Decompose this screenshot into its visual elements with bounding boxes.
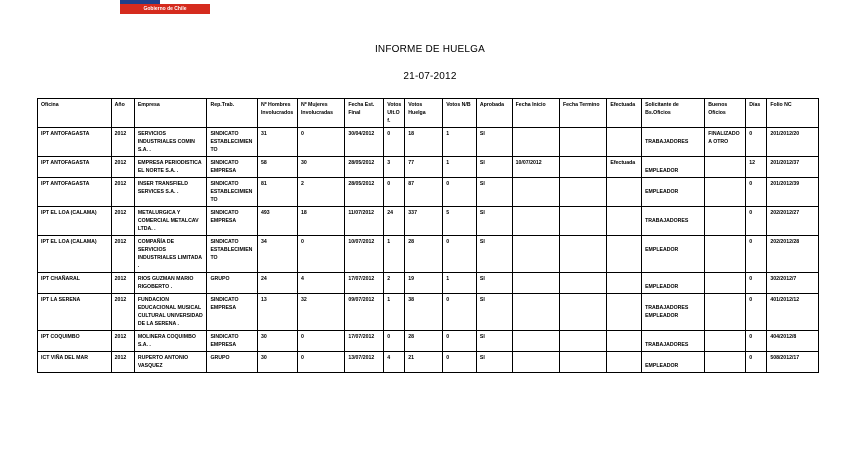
solicitante-value: EMPLEADOR [645,189,679,195]
table-cell [642,352,705,373]
table-cell [512,352,559,373]
table-cell: SINDICATO EMPRESA [207,294,258,331]
table-cell: 0 [746,352,767,373]
column-header: Folio NC [767,99,819,128]
table-cell [560,157,607,178]
table-cell: 17/07/2012 [345,273,384,294]
table-cell: 10/07/2012 [512,157,559,178]
table-cell: 30 [297,157,344,178]
logo-text: Gobierno de Chile [120,4,210,14]
table-row [38,273,819,294]
table-cell [642,294,705,331]
table-row [38,352,819,373]
table-cell: 1 [384,236,405,273]
table-cell: SINDICATO ESTABLECIMIENTO [207,236,258,273]
table-cell: IPT ANTOFAGASTA [38,157,112,178]
table-cell [512,128,559,157]
table-cell: IPT COQUIMBO [38,331,112,352]
table-cell: IPT LA SERENA [38,294,112,331]
table-cell: 1 [443,157,477,178]
table-cell [512,331,559,352]
table-cell: 18 [405,128,443,157]
column-header: Días [746,99,767,128]
table-cell: 30/04/2012 [345,128,384,157]
table-cell [705,352,746,373]
table-cell: 38 [405,294,443,331]
table-cell: 19 [405,273,443,294]
table-cell [705,273,746,294]
table-cell: 2 [384,273,405,294]
table-cell: 0 [297,236,344,273]
table-cell: 11/07/2012 [345,207,384,236]
column-header: Solicitante de Bs.Oficios [642,99,705,128]
table-cell: 21 [405,352,443,373]
table-cell [560,294,607,331]
table-cell: SI [476,273,512,294]
column-header: Nº Hombres Involucrados [257,99,297,128]
table-cell: 24 [257,273,297,294]
table-cell: SI [476,157,512,178]
table-cell [642,331,705,352]
table-cell [560,273,607,294]
table-cell: 28/05/2012 [345,178,384,207]
table-cell: 4 [297,273,344,294]
solicitante-value: EMPLEADOR [645,363,679,369]
column-header: Empresa [134,99,207,128]
table-cell [560,352,607,373]
table-cell: MOLINERA COQUIMBO S.A. . [134,331,207,352]
table-cell: SI [476,178,512,207]
table-cell: 0 [443,178,477,207]
table-cell: SI [476,207,512,236]
table-cell: 404/2012/8 [767,331,819,352]
table-cell: SI [476,128,512,157]
table-row [38,331,819,352]
table-cell [607,178,642,207]
table-cell: SI [476,294,512,331]
table-cell: 0 [384,128,405,157]
table-cell: 2012 [111,207,134,236]
column-header: Fecha Est. Final [345,99,384,128]
solicitante-value: EMPLEADOR [645,247,679,253]
table-cell [705,236,746,273]
strike-report-table [37,98,819,373]
column-header: Oficina [38,99,112,128]
table-row [38,207,819,236]
table-cell [705,178,746,207]
column-header: Votos N/B [443,99,477,128]
table-cell: EMPRESA PERIODISTICA EL NORTE S.A. . [134,157,207,178]
table-cell [512,294,559,331]
table-cell: 1 [443,128,477,157]
table-cell: FUNDACION EDUCACIONAL MUSICAL CULTURAL UNIVERSIDAD DE LA SERENA . [134,294,207,331]
table-cell: 202/2012/27 [767,207,819,236]
table-cell: 2012 [111,128,134,157]
table-cell: 0 [746,294,767,331]
table-cell: IPT EL LOA (CALAMA) [38,236,112,273]
table-row [38,157,819,178]
table-cell: 0 [297,352,344,373]
table-cell: 0 [746,236,767,273]
table-cell: 13/07/2012 [345,352,384,373]
table-cell: 2012 [111,178,134,207]
table-cell [642,273,705,294]
table-cell [560,331,607,352]
table-cell [607,294,642,331]
table-cell [642,236,705,273]
column-header: Nº Mujeres Involucradas [297,99,344,128]
table-cell: 13 [257,294,297,331]
table-cell: 0 [297,331,344,352]
table-cell: 10/07/2012 [345,236,384,273]
table-cell [512,236,559,273]
solicitante-value: EMPLEADOR [645,168,679,174]
table-cell [560,128,607,157]
table-cell: 2012 [111,331,134,352]
table-cell [560,236,607,273]
column-header: Efectuada [607,99,642,128]
gobierno-logo [120,0,210,14]
table-row [38,236,819,273]
table-row [38,178,819,207]
table-cell: 3 [384,157,405,178]
table-cell [642,128,705,157]
table-cell: 77 [405,157,443,178]
table-cell: 201/2012/39 [767,178,819,207]
table-cell [607,352,642,373]
table-cell: SI [476,352,512,373]
table-cell: 0 [443,331,477,352]
table-cell: 28 [405,331,443,352]
column-header: Rep.Trab. [207,99,258,128]
table-cell: IPT ANTOFAGASTA [38,178,112,207]
table-cell: 09/07/2012 [345,294,384,331]
table-cell: 28 [405,236,443,273]
column-header: Votos Huelga [405,99,443,128]
table-cell: 202/2012/28 [767,236,819,273]
table-cell: 2012 [111,273,134,294]
table-cell: 32 [297,294,344,331]
table-cell: 0 [443,294,477,331]
table-header-row [38,99,819,128]
table-cell [642,178,705,207]
table-cell: 2012 [111,294,134,331]
table-cell [607,236,642,273]
table-cell [642,157,705,178]
report-title: INFORME DE HUELGA [374,44,486,55]
table-row [38,294,819,331]
table-cell: SI [476,236,512,273]
table-cell: SINDICATO ESTABLECIMIENTO [207,128,258,157]
table-cell: 4 [384,352,405,373]
table-cell [607,331,642,352]
table-cell [512,178,559,207]
table-cell: 0 [384,331,405,352]
table-cell [560,178,607,207]
table-cell [560,207,607,236]
table-cell: 337 [405,207,443,236]
table-cell: ICT VIÑA DEL MAR [38,352,112,373]
table-cell: SERVICIOS INDUSTRIALES COMIN S.A. . [134,128,207,157]
table-cell: 0 [443,352,477,373]
table-cell [642,207,705,236]
table-cell: 508/2012/17 [767,352,819,373]
table-cell: 0 [746,331,767,352]
table-cell: Efectuada [607,157,642,178]
table-cell: 201/2012/37 [767,157,819,178]
table-cell: 201/2012/20 [767,128,819,157]
table-cell: 81 [257,178,297,207]
table-cell [512,207,559,236]
table-cell: 1 [443,273,477,294]
table-cell: 0 [297,128,344,157]
table-row [38,128,819,157]
table-cell: GRUPO [207,352,258,373]
table-cell [512,273,559,294]
table-cell: INSER TRANSFIELD SERVICES S.A. . [134,178,207,207]
column-header: Buenos Oficios [705,99,746,128]
table-cell: 58 [257,157,297,178]
table-cell: IPT EL LOA (CALAMA) [38,207,112,236]
table-cell: 0 [746,207,767,236]
table-cell: 2012 [111,236,134,273]
table-cell: 30 [257,352,297,373]
table-cell [607,128,642,157]
table-cell: METALURGICA Y COMERCIAL METALCAV LTDA. . [134,207,207,236]
table-cell: 0 [443,236,477,273]
table-cell: 2 [297,178,344,207]
column-header: Fecha Termino [560,99,607,128]
table-cell: 0 [746,273,767,294]
column-header: Año [111,99,134,128]
column-header: Votos Ult.Of. [384,99,405,128]
table-cell: SINDICATO EMPRESA [207,331,258,352]
solicitante-value: EMPLEADOR [645,284,679,290]
table-cell: COMPAÑÍA DE SERVICIOS INDUSTRIALES LIMITADA . [134,236,207,273]
solicitante-value: TRABAJADORES [645,218,689,224]
column-header: Aprobada [476,99,512,128]
table-cell: FINALIZADO A OTRO [705,128,746,157]
table-cell: 18 [297,207,344,236]
table-cell: 401/2012/12 [767,294,819,331]
table-cell: 2012 [111,157,134,178]
table-cell: IPT ANTOFAGASTA [38,128,112,157]
table-cell: 0 [384,178,405,207]
table-cell: RIOS GUZMAN MARIO RIGOBERTO . [134,273,207,294]
table-cell: RUPERTO ANTONIO VASQUEZ [134,352,207,373]
table-cell: SINDICATO ESTABLECIMIENTO [207,178,258,207]
table-cell [607,273,642,294]
table-cell: 2012 [111,352,134,373]
table-cell: 0 [746,178,767,207]
table-cell [705,331,746,352]
table-cell: 34 [257,236,297,273]
table-cell: SI [476,331,512,352]
table-cell: SINDICATO EMPRESA [207,207,258,236]
table-cell: 17/07/2012 [345,331,384,352]
table-cell: 30 [257,331,297,352]
report-date: 21-07-2012 [403,71,457,82]
table-cell: 302/2012/7 [767,273,819,294]
table-cell: IPT CHAÑARAL [38,273,112,294]
column-header: Fecha Inicio [512,99,559,128]
solicitante-value: TRABAJADORES [645,342,689,348]
table-cell: 5 [443,207,477,236]
table-cell [705,157,746,178]
table-cell: 28/05/2012 [345,157,384,178]
table-cell: 0 [746,128,767,157]
table-cell: GRUPO [207,273,258,294]
table-cell: 31 [257,128,297,157]
table-cell: 1 [384,294,405,331]
table-cell [705,294,746,331]
table-cell [607,207,642,236]
table-cell: 12 [746,157,767,178]
table-cell: SINDICATO EMPRESA [207,157,258,178]
table-cell: 493 [257,207,297,236]
solicitante-value: TRABAJADORES EMPLEADOR [645,305,689,319]
solicitante-value: TRABAJADORES [645,139,689,145]
table-cell [705,207,746,236]
table-cell: 24 [384,207,405,236]
table-cell: 87 [405,178,443,207]
